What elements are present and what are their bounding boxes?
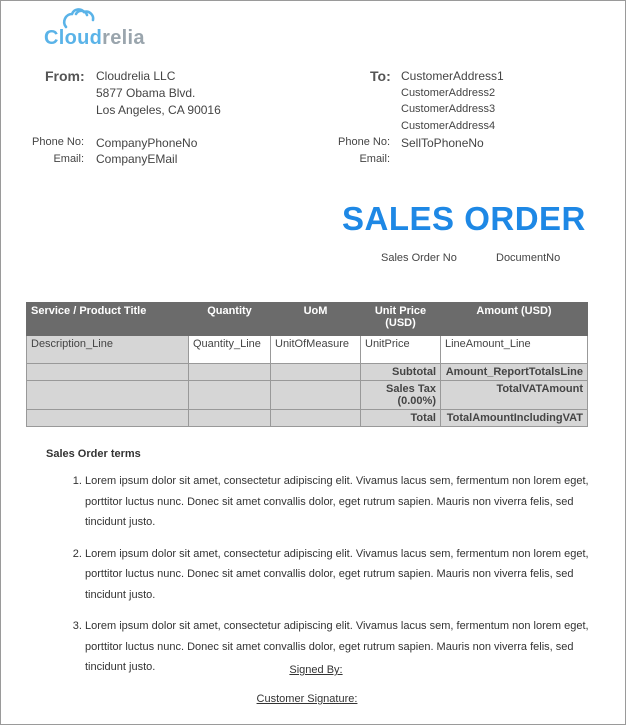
header-amount: Amount (USD) <box>441 303 588 336</box>
customer-signature-label: Customer Signature: <box>256 693 358 705</box>
subtotal-value: Amount_ReportTotalsLine <box>441 364 588 381</box>
tax-value: TotalVATAmount <box>441 381 588 410</box>
total-row <box>27 410 588 427</box>
from-phone: CompanyPhoneNo <box>96 136 198 150</box>
sales-order-no-label: Sales Order No <box>381 252 457 264</box>
from-address2: Los Angeles, CA 90016 <box>96 103 221 117</box>
terms-heading: Sales Order terms <box>46 448 141 460</box>
to-phone: SellToPhoneNo <box>401 136 484 150</box>
from-company: Cloudrelia LLC <box>96 69 176 83</box>
header-title: Service / Product Title <box>27 303 189 336</box>
cell-description: Description_Line <box>27 336 189 364</box>
header-unit-price: Unit Price (USD) <box>361 303 441 336</box>
from-label: From: <box>45 68 85 84</box>
to-email-label: Email: <box>359 153 390 165</box>
brand-name-part1: Cloud <box>44 27 103 49</box>
terms-item: 3. Lorem ipsum dolor sit amet, consectetur adipiscing elit. Vivamus lacus sem, fermentum non lorem eget, porttitor luctus nunc. Donec sit amet convallis dolor, eget rutrum sapien. Mauris non viverra felis, sed tincidunt justo. <box>85 616 595 678</box>
from-phone-label: Phone No: <box>32 136 84 148</box>
line-items-table <box>26 302 588 427</box>
terms-item: 1. Lorem ipsum dolor sit amet, consectetur adipiscing elit. Vivamus lacus sem, fermentum non lorem eget, porttitor luctus nunc. Donec sit amet convallis dolor, eget rutrum sapien. Mauris non viverra felis, sed tincidunt justo. <box>85 471 595 533</box>
terms-list <box>50 471 595 689</box>
table-header-row <box>27 303 588 336</box>
from-email: CompanyEMail <box>96 152 178 166</box>
cell-quantity: Quantity_Line <box>189 336 271 364</box>
from-address1: 5877 Obama Blvd. <box>96 86 196 100</box>
total-value: TotalAmountIncludingVAT <box>441 410 588 427</box>
brand-wordmark <box>44 27 145 50</box>
to-address3: CustomerAddress3 <box>401 103 496 115</box>
from-email-label: Email: <box>53 153 84 165</box>
to-address2: CustomerAddress2 <box>401 87 496 99</box>
sales-order-no-value: DocumentNo <box>496 252 561 264</box>
to-phone-label: Phone No: <box>338 136 390 148</box>
terms-item: 2. Lorem ipsum dolor sit amet, consectetur adipiscing elit. Vivamus lacus sem, fermentum non lorem eget, porttitor luctus nunc. Donec sit amet convallis dolor, eget rutrum sapien. Mauris non viverra felis, sed tincidunt justo. <box>85 544 595 606</box>
cell-unit-price: UnitPrice <box>361 336 441 364</box>
cell-amount: LineAmount_Line <box>441 336 588 364</box>
header-quantity: Quantity <box>189 303 271 336</box>
header-uom: UoM <box>271 303 361 336</box>
to-address4: CustomerAddress4 <box>401 120 496 132</box>
brand-name-part2: relia <box>102 27 145 49</box>
to-label: To: <box>370 68 391 84</box>
document-title: SALES ORDER <box>342 200 586 237</box>
signed-by-label: Signed By: <box>289 664 343 676</box>
tax-label: Sales Tax (0.00%) <box>361 381 441 410</box>
total-label: Total <box>361 410 441 427</box>
subtotal-label: Subtotal <box>361 364 441 381</box>
subtotal-row <box>27 364 588 381</box>
cell-uom: UnitOfMeasure <box>271 336 361 364</box>
to-address1: CustomerAddress1 <box>401 69 504 83</box>
tax-row <box>27 381 588 410</box>
table-row <box>27 336 588 364</box>
